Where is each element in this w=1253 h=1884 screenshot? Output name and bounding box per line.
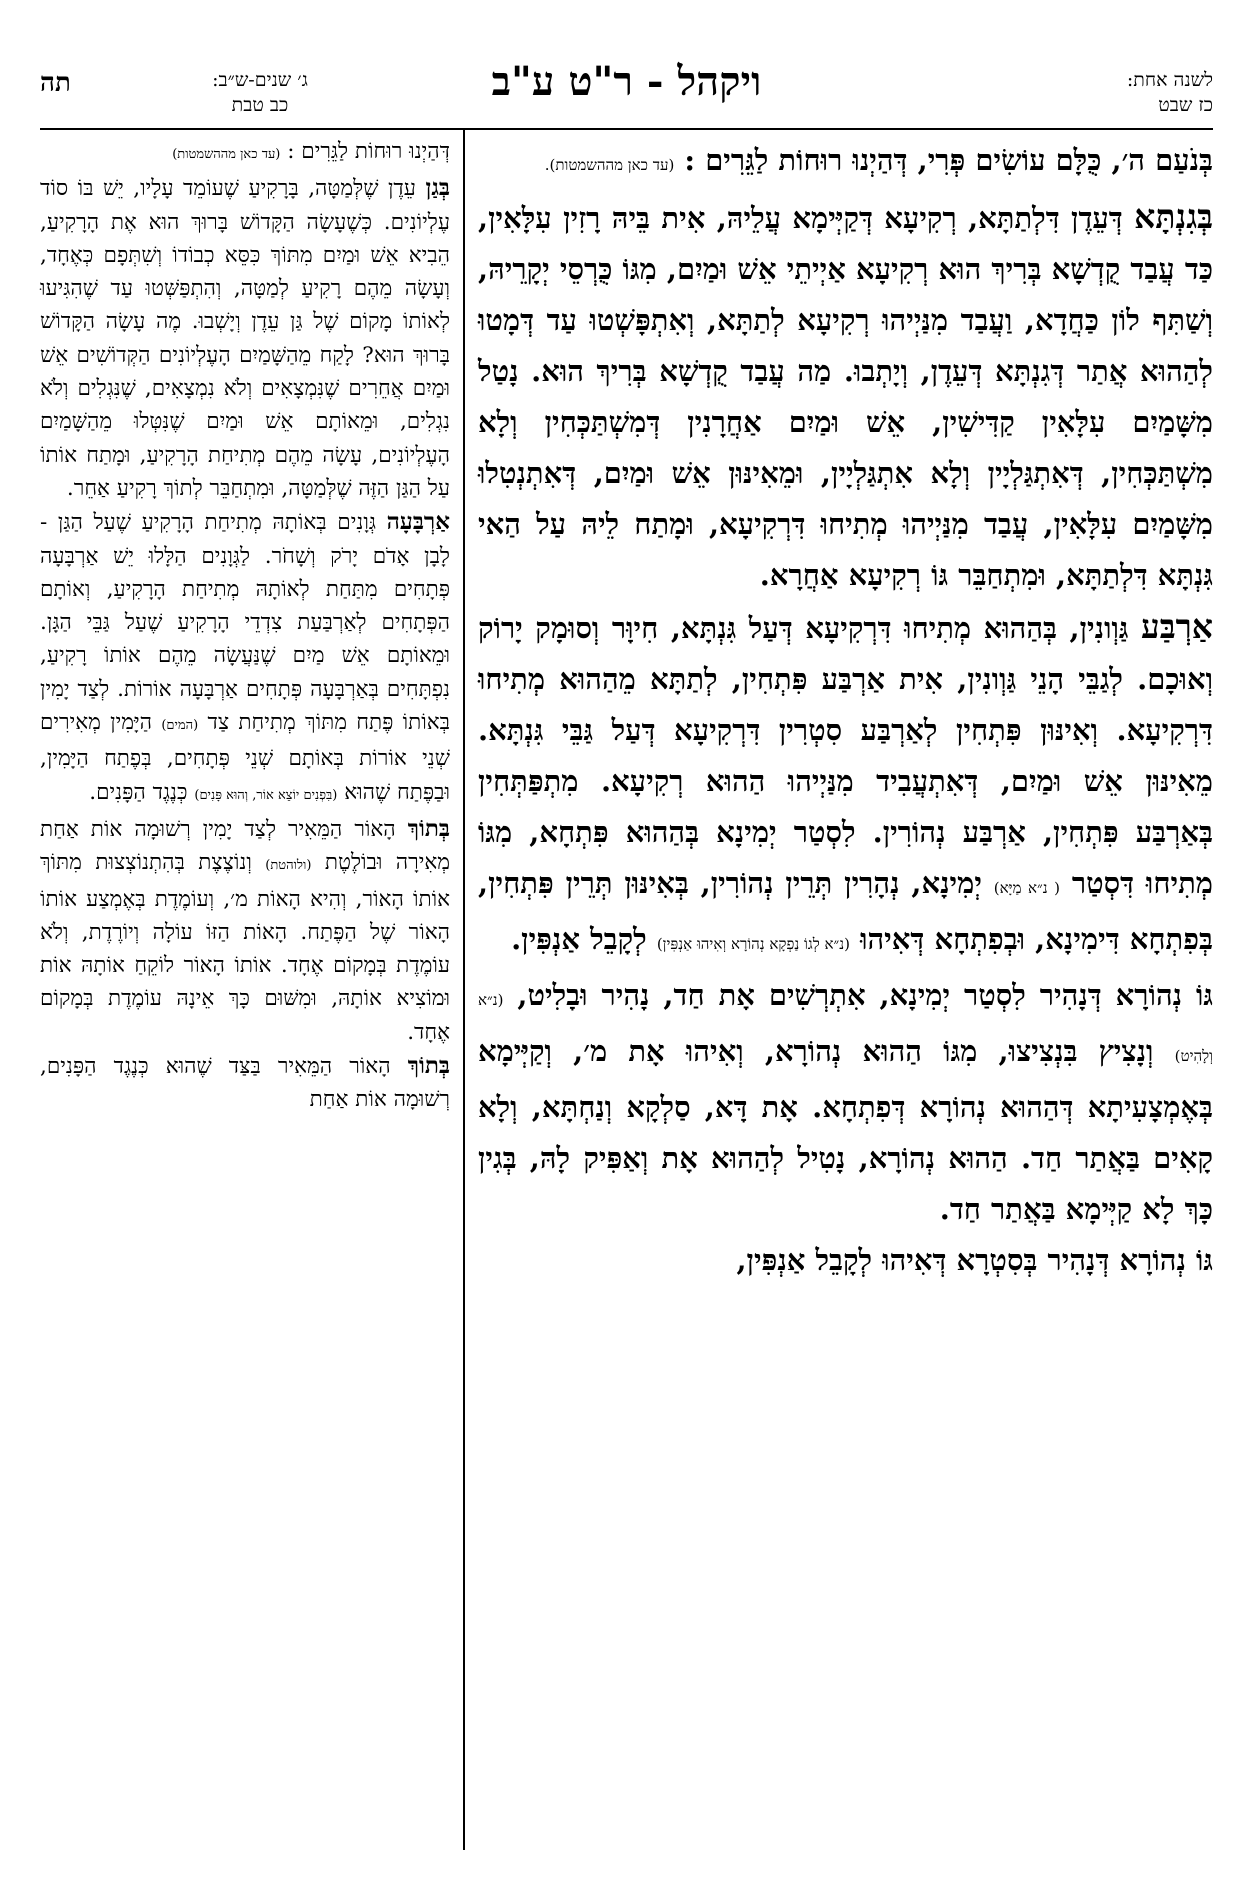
main-para4-text2: וְנָצִיץ בִּנְצִיצוּ, מִגּוֹ הַהוּא נְהוֹרָא, וְאִיהוּ אָת מ׳, וְקַיְּימָא בְּאֶמְצָעִיתָא דְּהַהוּא נְהוֹרָא דְּפִתְחָא. אָת דָּא, סַלְקָא וְנַחְתָּא, וְלָא קָאִים בַּאֲתַר חַד. הַהוּא נְהוֹרָא, נָטִיל לְהַהוּא אָת וְאַפִּיק לָהּ, בְּגִין כָּךְ לָא קַיְּימָא בַּאֲתַר חַד.	[478, 1034, 1213, 1226]
side-para1-text: דְּהַיְנוּ רוּחוֹת לַגֵּרִים :	[287, 139, 450, 164]
main-para5-text: גּוֹ נְהוֹרָא דְּנָהִיר בְּסִטְרָא דְּאִיהוּ לְקָבֵל אַנְפִּין,	[736, 1243, 1213, 1277]
page-number: תה	[40, 68, 71, 98]
main-para1-text: בְּנֹעַם ה׳, כֻּלָּם עוֹשִׂים פְּרִי, דְּהַיְנוּ רוּחוֹת לַגֵּרִים :	[684, 143, 1213, 177]
main-paragraph-4	[478, 970, 1213, 1235]
main-para3-text2: יְמִינָא, נְהָרִין תְּרֵין נְהוֹרִין, בְּאִינּוּן תְּרֵין פִּתְחִין, בְּפִתְחָא דִּימִינָא, וּבְפִתְחָא דְּאִיהוּ	[478, 866, 1213, 956]
main-column	[478, 135, 1213, 1286]
main-para4-text: גּוֹ נְהוֹרָא דְּנָהִיר לִסְטַר יְמִינָא, אִתְרְשִׁים אָת חַד, נָהִיר וּבָלִיט,	[517, 978, 1213, 1012]
side-para3-note2: (בִּפְנִים יוֹצֵא אוֹר, וְהוּא פָּנִים)	[194, 787, 338, 803]
main-para2-lead: בְּגִנְתָּא	[1134, 197, 1213, 236]
side-para4-text: הָאוֹר הַמֵּאִיר לְצַד יָמִין רְשׁוּמָה אוֹת אַחַת מְאִירָה וּבוֹלֶטֶת	[40, 816, 450, 876]
page-header	[40, 48, 1213, 120]
side-paragraph-2	[40, 171, 450, 505]
main-para3-lead: אַרְבַּע	[1141, 607, 1213, 646]
main-para1-note: (עד כאן מההשמטות).	[544, 156, 675, 174]
header-left-line2: כב טבת	[231, 94, 289, 116]
side-para3-text2: הַיָּמִין מְאִירִים שְׁנֵי אוֹרוֹת בְּאוֹתָם שְׁנֵי פְּתָחִים, בְּפֶתַח הַיָּמִין, וּבַפֶּתַח שֶׁהוּא	[40, 710, 450, 805]
side-paragraph-4	[40, 812, 450, 1049]
side-para3-note1: (המים)	[161, 718, 199, 734]
main-para3-text: גַּוְונִין, בְּהַהוּא מְתִיחוּ דִּרְקִיעָא דְּעַל גִּנְתָּא, חִיוָּר וְסוּמָק יָרוֹק וְאוּכָם. לְגַבֵּי הָנֵי גַּוְונִין, אִית אַרְבַּע פִּתְחִין, לְתַתָּא מֵהַהוּא מְתִיחוּ דִּרְקִיעָא. וְאִינּוּן פִּתְחִין לְאַרְבַּע סִטְרִין דִּרְקִיעָא דְּעַל גַּבֵּי גִּנְתָּא. מֵאִינּוּן אֵשׁ וּמַיִם, דְּאִתְעֲבִיד מִנַּיְיהוּ הַהוּא רְקִיעָא. מִתְפַּתְּחִין בְּאַרְבַּע פִּתְחִין, אַרְבַּע נְהוֹרִין. לִסְטַר יְמִינָא בְּהַהוּא פִּתְחָא, מִגּוֹ מְתִיחוּ דִּסְטַר	[478, 611, 1213, 900]
header-left-block	[130, 68, 390, 118]
header-divider	[40, 128, 1213, 130]
side-para5-lead: בְּתוֹךְ	[407, 1052, 450, 1080]
main-paragraph-2	[478, 191, 1213, 601]
main-paragraph-1	[478, 135, 1213, 191]
side-para3-text: גְּוָנִים בְּאוֹתָהּ מְתִיחַת הָרָקִיעַ שֶׁעַל הַגַּן - לָבָן אָדֹם יָרֹק וְשָׁחֹר. לַגְּוָנִים הַלָּלוּ יֵשׁ אַרְבָּעָה פְּתָחִים מִתַּחַת לְאוֹתָהּ מְתִיחַת הָרָקִיעַ, וְאוֹתָם הַפְּתָחִים לְאַרְבַּעַת צִדְדֵי הָרָקִיעַ שֶׁעַל גַּבֵּי הַגָּן. וּמֵאוֹתָם אֵשׁ מַיִם שֶׁנַּעֲשָׂה מֵהֶם אוֹתוֹ רָקִיעַ, נִפְתָּחִים בְּאַרְבָּעָה פְּתָחִים אַרְבָּעָה אוֹרוֹת. לְצַד יָמִין בְּאוֹתוֹ פֶּתַח מִתּוֹךְ מְתִיחַת צַד	[40, 510, 450, 736]
header-right-line2: כז שבט	[1158, 94, 1213, 116]
side-paragraph-1	[40, 135, 450, 171]
main-para2-text: דְּעֵדֶן דִּלְתַתָּא, רְקִיעָא דְּקַיְּימָא עֲלֵיהּ, אִית בֵּיהּ רָזִין עִלָּאִין, כַּד עֲבַד קֻדְשָׁא בְּרִיךְ הוּא רְקִיעָא אַיְיתֵי אֵשׁ וּמַיִם, מִגּוֹ כֻּרְסֵי יְקָרֵיהּ, וְשַׁתִּף לוֹן כַּחֲדָא, וַעֲבַד מִנַּיְיהוּ רְקִיעָא לְתַתָּא, וְאִתְפָּשְׁטוּ עַד דְּמָטוּ לְהַהוּא אֲתַר דְּגִנְתָּא דְּעֵדֶן, וְיָתְבוּ. מַה עֲבַד קֻדְשָׁא בְּרִיךְ הוּא. נָטַל מִשָּׁמַיִם עִלָּאִין קַדִּישִׁין, אֵשׁ וּמַיִם אַחֲרָנִין דְּמִשְׁתַּכְּחִין וְלָא מִשְׁתַּכְּחִין, דְּאִתְגַּלְיָין וְלָא אִתְגַּלְיָין, וּמֵאִינּוּן אֵשׁ וּמַיִם, דְּאִתְנְטִלוּ מִשָּׁמַיִם עִלָּאִין, עֲבַד מִנַּיְיהוּ מְתִיחוּ דִּרְקִיעָא, וּמָתַח לֵיהּ עַל הַאי גִּנְתָּא דִּלְתַתָּא, וּמִתְחַבֵּר גּוֹ רְקִיעָא אַחֲרָא.	[478, 201, 1213, 592]
side-para3-end: כְּנֶגֶד הַפָּנִים.	[89, 779, 188, 805]
main-para3-note1: ( נ״א מַיָּא)	[993, 879, 1060, 897]
side-para4-text2: וְנוֹצֶצֶת בְּהִתְנוֹצְצוּת מִתּוֹךְ אוֹתוֹ הָאוֹר, וְהִיא הָאוֹת מ׳, וְעוֹמֶדֶת בְּאֶמְצַע אוֹתוֹ הָאוֹר שֶׁל הַפֶּתַח. הָאוֹת הַזּוֹ עוֹלָה וְיוֹרֶדֶת, וְלֹא עוֹמֶדֶת בְּמָקוֹם אֶחָד. אוֹתוֹ הָאוֹר לוֹקֵחַ אוֹתָהּ אוֹת וּמוֹצִיא אוֹתָהּ, וּמִשּׁוּם כָּךְ אֵינָהּ עוֹמֶדֶת בְּמָקוֹם אֶחָד.	[40, 850, 450, 1045]
side-para2-lead: בְּגַן	[425, 174, 450, 202]
main-paragraph-5	[478, 1235, 1213, 1286]
main-para3-end: לְקָבֵל אַנְפִּין.	[511, 922, 647, 956]
side-para1-note: (עד כאן מההשמטות)	[172, 147, 281, 162]
side-paragraph-5	[40, 1049, 450, 1117]
page-title: ויקהל - ר"ט ע"ב	[491, 58, 762, 105]
side-para3-lead: אַרְבָּעָה	[386, 508, 450, 536]
side-para5-text: הָאוֹר הַמֵּאִיר בַּצַּד שֶׁהוּא כְּנֶגֶד הַפָּנִים, רְשׁוּמָה אוֹת אַחַת	[40, 1054, 450, 1113]
main-para3-note2: (נ״א לְגוֹ נַפְקָא נְהוֹרָא וְאִיהוּ אַנְפִּין)	[656, 935, 850, 953]
commentary-column	[40, 135, 450, 1117]
column-divider	[463, 130, 465, 1850]
side-paragraph-3	[40, 505, 450, 812]
side-para4-note: (ולוהטת)	[265, 858, 312, 874]
main-para4-note: (נ״א וְלָהִיט)	[478, 991, 1213, 1065]
main-paragraph-3	[478, 601, 1213, 970]
side-para4-lead: בְּתוֹךְ	[407, 814, 451, 842]
side-para2-text: עֵדֶן שֶׁלְּמַטָּה, בָּרָקִיעַ שֶׁעוֹמֵד עָלָיו, יֵשׁ בּוֹ סוֹד עֶלְיוֹנִים. כְּשֶׁעָשָׂה הַקָּדוֹשׁ בָּרוּךְ הוּא אֶת הָרָקִיעַ, הֵבִיא אֵשׁ וּמַיִם מִתּוֹךְ כִּסֵּא כְבוֹדוֹ וְשִׁתְּפָם כְּאֶחָד, וְעָשָׂה מֵהֶם רָקִיעַ לְמַטָּה, וְהִתְפַּשְּׁטוּ עַד שֶׁהִגִּיעוּ לְאוֹתוֹ מָקוֹם שֶׁל גַּן עֵדֶן וְיָשְׁבוּ. מֶה עָשָׂה הַקָּדוֹשׁ בָּרוּךְ הוּא? לָקַח מֵהַשָּׁמַיִם הָעֶלְיוֹנִים הַקְּדוֹשִׁים אֵשׁ וּמַיִם אֲחֵרִים שֶׁנִּמְצָאִים וְלֹא נִמְצָאִים, שֶׁנִּגְלִים וְלֹא נִגְלִים, וּמֵאוֹתָם אֵשׁ וּמַיִם שֶׁנִּטְּלוּ מֵהַשָּׁמַיִם הָעֶלְיוֹנִים, עָשָׂה מֵהֶם מְתִיחַת הָרָקִיעַ, וּמָתַח אוֹתוֹ עַל הַגַּן הַזֶּה שֶׁלְּמַטָּה, וּמִתְחַבֵּר לְתוֹךְ רָקִיעַ אַחֵר.	[40, 176, 450, 501]
header-left-line1: ג׳ שנים-ש״ב:	[212, 69, 308, 91]
header-right-line1: לשנה אחת:	[1126, 69, 1213, 91]
